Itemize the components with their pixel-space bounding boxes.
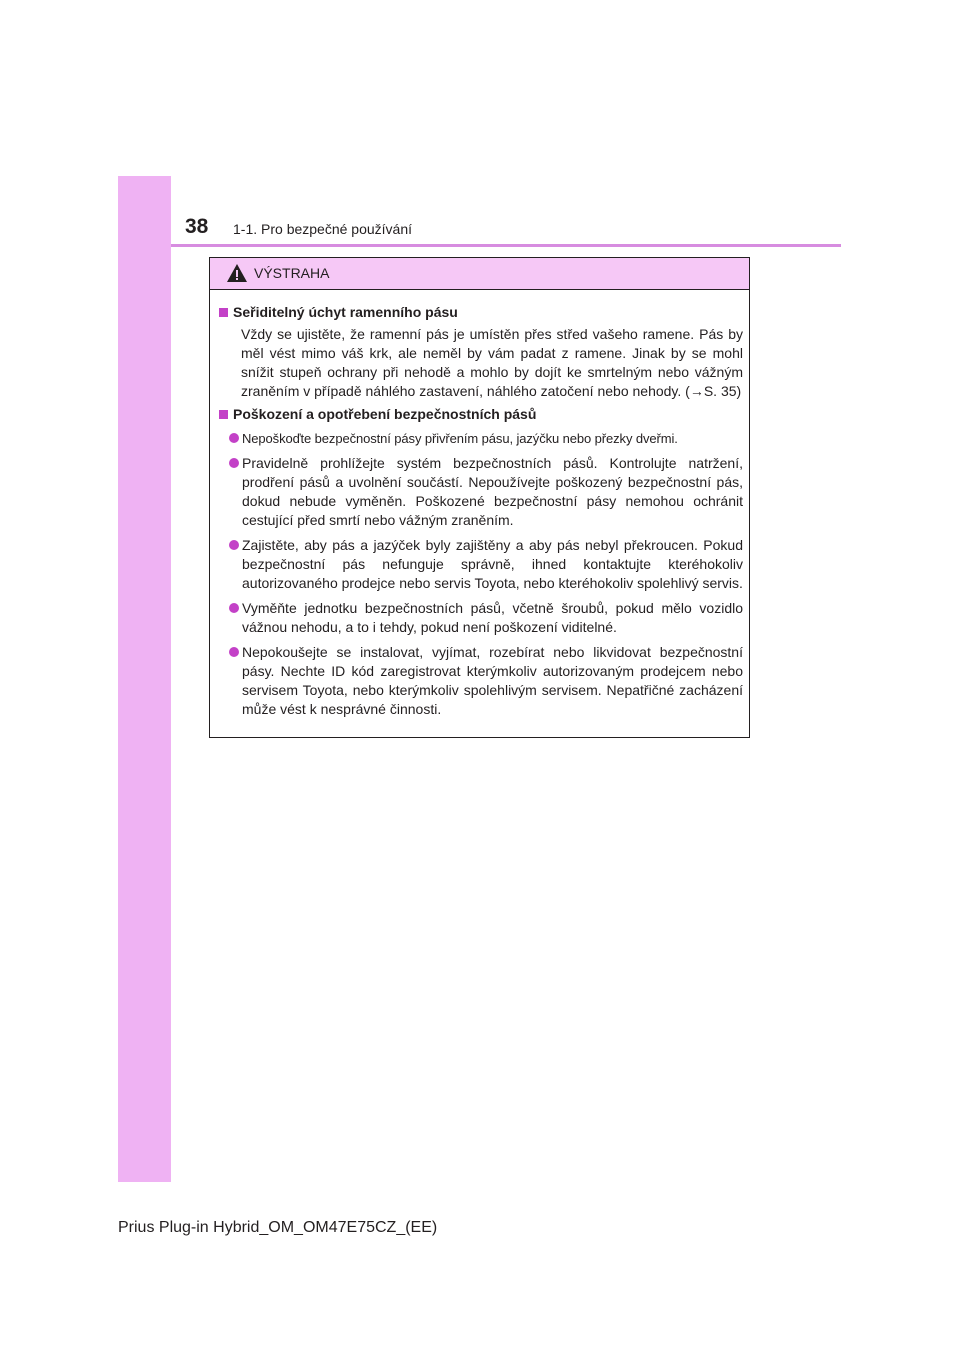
bullet-text: Zajistěte, aby pás a jazýček byly zajištěny a aby pás nebyl překroucen. Pokud bezpečnostní pás nefunguje správně, ihned kontaktujte kteréhokoliv autorizovaného prodejce nebo servis Toyota, nebo kteréhokoliv spolehlivý servis. <box>242 537 743 591</box>
square-bullet-icon <box>219 410 228 419</box>
warning-header <box>210 258 749 290</box>
bullet-text: Vyměňte jednotku bezpečnostních pásů, včetně šroubů, pokud mělo vozidlo vážnou nehodu, a to i tehdy, pokud není poškození viditelné. <box>242 600 743 635</box>
header-divider <box>171 244 841 247</box>
side-color-band <box>118 176 171 1182</box>
bullet-item <box>229 536 743 593</box>
bullet-text: Nepoškoďte bezpečnostní pásy přivřením pásu, jazýčku nebo přezky dveřmi. <box>242 431 678 446</box>
section-title: 1-1. Pro bezpečné používání <box>233 221 413 237</box>
circle-bullet-icon <box>229 647 239 657</box>
bullet-text: Nepokoušejte se instalovat, vyjímat, rozebírat nebo likvidovat bezpečnostní pásy. Nechte ID kód zaregistrovat kterýmkoliv autorizovaným prodejcem nebo servisem Toyota, nebo kterýmkoliv spolehlivým servisem. Nepatřičné zacházení může vést k nesprávné činnosti. <box>242 644 743 717</box>
page-number: 38 <box>185 215 209 238</box>
warning-box <box>209 257 750 738</box>
bullet-item <box>229 643 743 719</box>
warning-item-heading <box>218 303 743 322</box>
circle-bullet-icon <box>229 603 239 613</box>
warning-label: VÝSTRAHA <box>254 265 330 281</box>
circle-bullet-icon <box>229 540 239 550</box>
warning-item-text: Vždy se ujistěte, že ramenní pás je umístěn přes střed vašeho ramene. Pás by měl vést mimo váš krk, ale neměl by vám padat z ramene. Jinak by se mohl snížit stupeň ochrany při nehodě a mohlo by dojít ke smrtelným nebo vážným zraněním v případě náhlého zastavení, náhlého zatočení nebo nehody. (→S. 35) <box>241 326 743 399</box>
warning-body <box>210 290 749 719</box>
warning-triangle-icon <box>226 263 248 283</box>
warning-item-title: Seřiditelný úchyt ramenního pásu <box>233 304 458 320</box>
bullet-text: Pravidelně prohlížejte systém bezpečnostních pásů. Kontrolujte natržení, prodření pásů a uvolnění součástí. Nepoužívejte poškozený bezpečnostní pás, dokud nebude vyměněn. Poškozené bezpečnostní pásy nemohou ochránit cestující před smrtí nebo vážným zraněním. <box>242 455 743 528</box>
circle-bullet-icon <box>229 433 239 443</box>
warning-item-heading <box>218 405 743 424</box>
square-bullet-icon <box>219 308 228 317</box>
circle-bullet-icon <box>229 458 239 468</box>
bullet-item <box>229 599 743 637</box>
bullet-item <box>229 429 743 448</box>
bullet-item <box>229 454 743 530</box>
warning-item-title: Poškození a opotřebení bezpečnostních pásů <box>233 406 537 422</box>
footer-document-id: Prius Plug-in Hybrid_OM_OM47E75CZ_(EE) <box>118 1219 438 1236</box>
